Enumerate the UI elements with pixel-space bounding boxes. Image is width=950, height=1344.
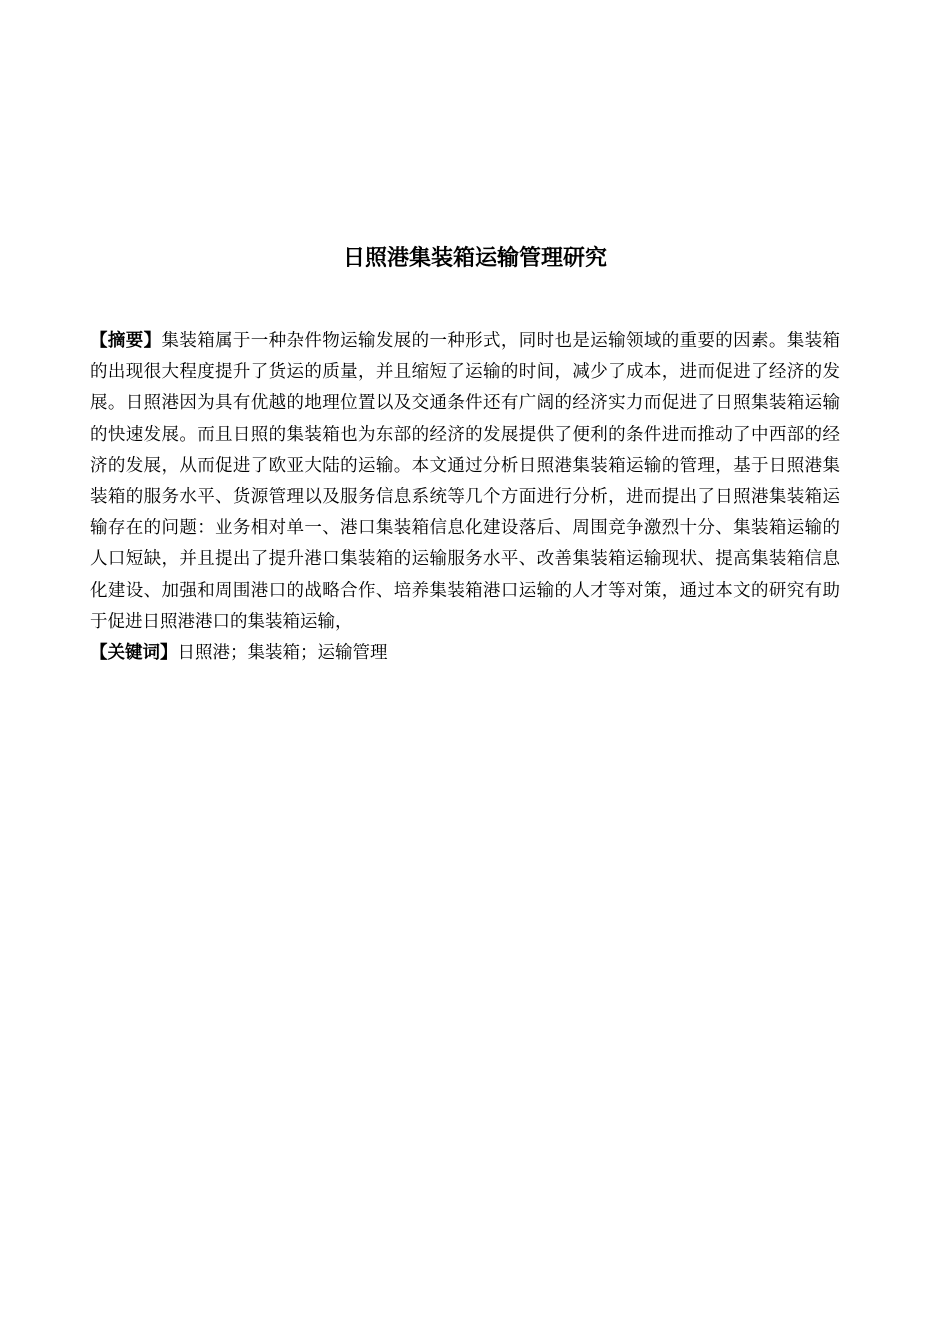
abstract-label: 【摘要】 [90, 331, 162, 351]
abstract-text: 集装箱属于一种杂件物运输发展的一种形式，同时也是运输领域的重要的因素。集装箱的出现很大程度提升了货运的质量，并且缩短了运输的时间，减少了成本，进而促进了经济的发展。日照港因为具有优越的地理位置以及交通条件还有广阔的经济实力而促进了日照集装箱运输的快速发展。而且日照的集装箱也为东部的经济的发展提供了便利的条件进而推动了中西部的经济的发展，从而促进了欧亚大陆的运输。本文通过分析日照港集装箱运输的管理，基于日照港集装箱的服务水平、货源管理以及服务信息系统等几个方面进行分析，进而提出了日照港集装箱运输存在的问题：业务相对单一、港口集装箱信息化建设落后、周围竞争激烈十分、集装箱运输的人口短缺，并且提出了提升港口集装箱的运输服务水平、改善集装箱运输现状、提高集装箱信息化建设、加强和周围港口的战略合作、培养集装箱港口运输的人才等对策，通过本文的研究有助于促进日照港港口的集装箱运输， [90, 331, 841, 632]
keywords-line [90, 638, 840, 669]
keywords-text: 日照港；集装箱；运输管理 [177, 643, 388, 663]
abstract-paragraph [90, 326, 840, 638]
document-title: 日照港集装箱运输管理研究 [342, 246, 607, 271]
keywords-label: 【关键词】 [90, 643, 178, 663]
